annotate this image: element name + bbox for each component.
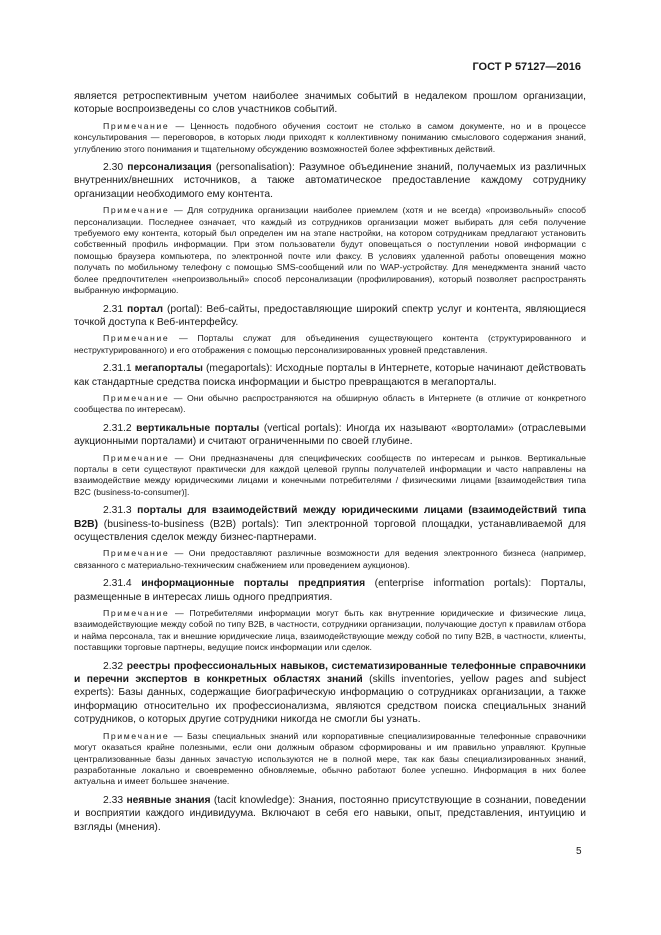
paragraph-continuation: является ретроспективным учетом наиболее значимых событий в недалеком прошлом организации, которые воспроизведены со слов участников событий. bbox=[74, 91, 586, 116]
term-2-33 bbox=[74, 794, 586, 834]
note-label: Примечание bbox=[103, 608, 170, 619]
note: Примечание — Ценность подобного обучения состоит не столько в самом документе, но и в процессе консультирования — переговоров, в которых люди приходят к коллективному пониманию смыслового содержания знаний, углублению этого понимания и тщательному обсуждению возможностей более эффективных действий. bbox=[74, 120, 586, 154]
term-title: портал bbox=[127, 303, 163, 315]
note-label: Примечание bbox=[103, 548, 170, 559]
term-definition: (business-to-business (B2B) portals): Тип электронной торговой площадки, устанавливаемой для осуществления сделок между бизнес-партнерами. bbox=[74, 518, 586, 543]
term-title: мегапорталы bbox=[134, 363, 203, 375]
term-title: вертикальные порталы bbox=[136, 422, 260, 434]
note: Примечание — Они предоставляют различные возможности для ведения электронного бизнеса (например, связанного с материально-техническим снабжением или проведением аукционов). bbox=[74, 548, 586, 570]
note: Примечание — Базы специальных знаний или корпоративные специализированные телефонные справочники могут оказаться крайне полезными, если они должным образом сформированы и им правильно управляют. Крупные централизованные базы данных зачастую используются не в полной мере, так как базы специализированных знаний, разработанные локально и своевременно обновляемые, обычно работают более успешно. Информация в них более актуальна и имеет большее значение. bbox=[74, 730, 586, 787]
term-title: реестры профессиональных навыков, систематизированные телефонные справочники и перечни экспертов в конкретных областях знаний bbox=[74, 660, 587, 686]
term-number: 2.31.4 bbox=[103, 578, 142, 590]
note-label: Примечание bbox=[103, 392, 170, 403]
term-definition: (vertical portals): Иногда их называют «вортолами» (отраслевыми аукционными порталами) и считают ограниченными по своей глубине. bbox=[74, 422, 586, 448]
note-label: Примечание bbox=[103, 452, 170, 463]
term-title: порталы для взаимодействий между юридическими лицами (взаимодействий типа B2B) bbox=[74, 505, 586, 530]
term-definition: (skills inventories, yellow pages and subject experts): Базы данных, содержащие биографическую информацию о сотрудниках организации, а также информацию относительно их профессионализма, являются средством поиска специальных знаний сотрудников, о которых другие сотрудники никогда не смогли бы узнать. bbox=[74, 674, 586, 726]
term-definition: (megaportals): Исходные порталы в Интернете, которые начинают действовать как стандартные средства поиска информации и быстро превращаются в мегапорталы. bbox=[74, 363, 586, 388]
term-title: неявные знания bbox=[126, 794, 211, 806]
note-label: Примечание bbox=[103, 205, 170, 216]
term-number: 2.33 bbox=[103, 794, 127, 806]
note: Примечание — Порталы служат для объединения существующего контента (структурированного и неструктурированного) и его отображения с помощью персонализированных уровней представления. bbox=[74, 333, 586, 355]
term-2-32 bbox=[74, 660, 586, 727]
standard-code: ГОСТ Р 57127—2016 bbox=[472, 61, 581, 73]
note-label: Примечание bbox=[103, 120, 170, 131]
term-title: информационные порталы предприятия bbox=[141, 578, 366, 590]
term-2-31-1 bbox=[74, 362, 586, 389]
term-2-31-2 bbox=[74, 422, 586, 449]
note: Примечание — Они предназначены для специфических сообществ по интересам и рынков. Вертикальные порталы в сети существуют практически для каждой целевой группы получателей информации и часто направлены на взаимодействие между юридическими лицами и конечными потребителями / физическими лицами [взаимодействия типа B2C (business-to-consumer)]. bbox=[74, 452, 586, 497]
term-title: персонализация bbox=[127, 162, 212, 174]
term-definition: (personalisation): Разумное объединение знаний, получаемых из различных внутренних/внешних источников, а также автоматическое предоставление каждому сотруднику организации необходимого ему контента. bbox=[74, 162, 587, 200]
note: Примечание — Они обычно распространяются на обширную область в Интернете (в отличие от конкретного сообщества по интересам). bbox=[74, 392, 586, 415]
page-number: 5 bbox=[576, 846, 582, 857]
term-2-31-4 bbox=[74, 577, 586, 604]
term-number: 2.31.2 bbox=[103, 422, 137, 434]
note: Примечание — Для сотрудника организации наиболее приемлем (хотя и не всегда) «произвольный» способ персонализации. Последнее означает, что каждый из сотрудников организации может выбирать для себя получение требуемого ему контента, который был определен им на этапе настройки, на котором сотрудникам предлагают установить собственный профиль информации. При этом пользователи будут оповещаться о поступлении новой информации с помощью браузера компьютера, по электронной почте или факсу. В условиях удаленной работы оповещения можно получать по мобильному телефону с помощью SMS-сообщений или по WAP-устройству. Для менеджмента знаний часто более предпочтителен «непроизвольный» способ персонализации (профилирования), который позволяет распространять выбранную информацию. bbox=[74, 205, 586, 296]
term-number: 2.30 bbox=[103, 162, 128, 174]
term-number: 2.31 bbox=[103, 303, 128, 315]
term-number: 2.32 bbox=[103, 660, 127, 672]
term-definition: (portal): Веб-сайты, предоставляющие широкий спектр услуг и контента, являющиеся точкой доступа к Веб-интерфейсу. bbox=[74, 303, 586, 328]
note-label: Примечание bbox=[103, 730, 170, 741]
page-body bbox=[74, 90, 586, 834]
term-definition: (enterprise information portals): Порталы, размещенные в интересах лишь одного предприятия. bbox=[74, 578, 586, 603]
term-2-31-3 bbox=[74, 504, 586, 544]
term-number: 2.31.1 bbox=[103, 363, 135, 375]
term-number: 2.31.3 bbox=[103, 505, 138, 517]
note: Примечание — Потребителями информации могут быть как внутренние юридические и физические лица, взаимодействующие между собой по типу B2B, в частности, сотрудники организации, получающие доступ к правилам отбора и найма персонала, так и внешние юридические лица, взаимодействующие между собой по типу B2B, в частности, клиенты, поставщики торговые партнеры, ведущие поиск информации или сделок. bbox=[74, 608, 586, 653]
note-label: Примечание bbox=[103, 333, 170, 344]
term-2-30 bbox=[74, 161, 586, 201]
term-2-31 bbox=[74, 303, 586, 330]
term-definition: (tacit knowledge): Знания, постоянно присутствующие в сознании, поведении и восприятии каждого индивидуума. Включают в себя его навыки, опыт, представления, интуицию и взгляды (мнения). bbox=[74, 794, 586, 833]
